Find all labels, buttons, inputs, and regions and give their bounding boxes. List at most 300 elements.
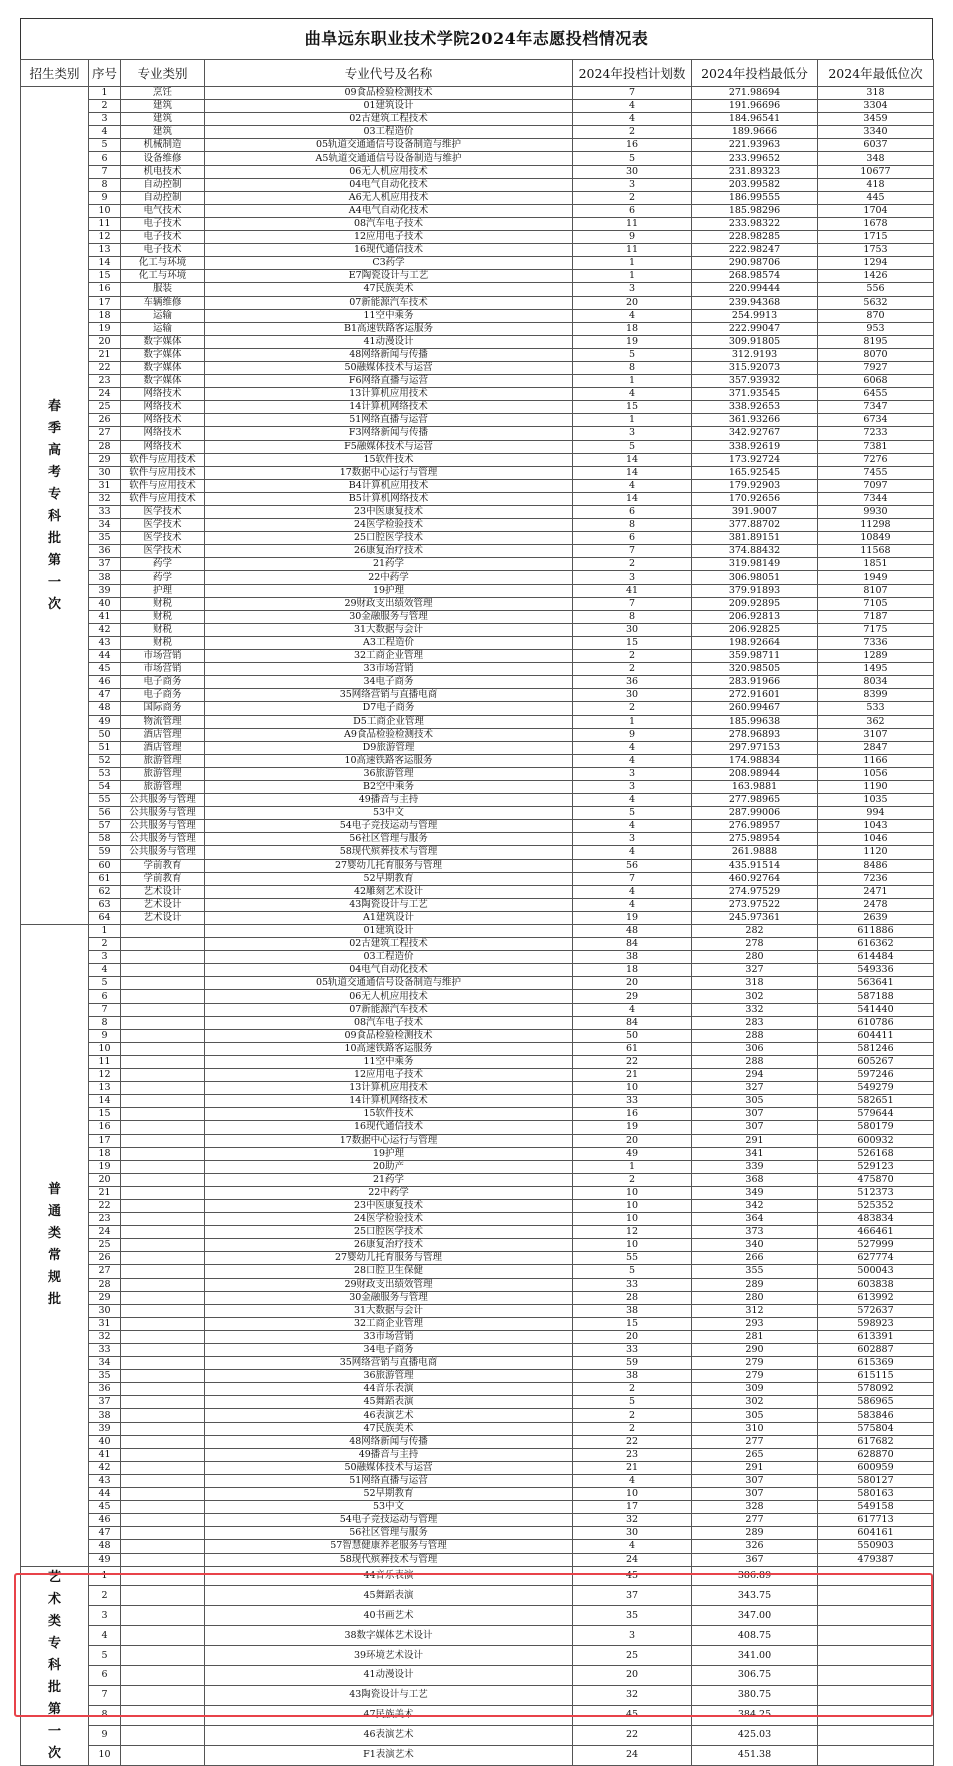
- table-cell: 31: [89, 1317, 121, 1330]
- table-cell: 2: [573, 1422, 692, 1435]
- table-row: [21, 244, 934, 257]
- table-cell: 医学技术: [121, 545, 205, 558]
- table-cell: 50: [573, 1029, 692, 1042]
- table-cell: 4: [573, 741, 692, 754]
- table-cell: 21: [89, 1186, 121, 1199]
- table-cell: [121, 1226, 205, 1239]
- table-cell: 870: [818, 309, 934, 322]
- table-cell: 1426: [818, 270, 934, 283]
- table-cell: F1表演艺术: [205, 1745, 573, 1765]
- table-row: [21, 1016, 934, 1029]
- table-cell: 4: [573, 820, 692, 833]
- table-cell: 371.93545: [692, 388, 818, 401]
- table-cell: 21药学: [205, 1173, 573, 1186]
- table-cell: F6网络直播与运营: [205, 375, 573, 388]
- table-cell: 35: [573, 1606, 692, 1626]
- table-row: [21, 1055, 934, 1068]
- table-row: [21, 794, 934, 807]
- table-cell: [121, 1291, 205, 1304]
- table-row: [21, 767, 934, 780]
- table-cell: 44: [89, 650, 121, 663]
- table-cell: 公共服务与管理: [121, 807, 205, 820]
- table-cell: 艺术设计: [121, 898, 205, 911]
- table-row: [21, 1745, 934, 1765]
- table-cell: 4: [573, 388, 692, 401]
- table-cell: 9: [89, 1725, 121, 1745]
- table-cell: 22: [89, 1199, 121, 1212]
- table-cell: 19: [573, 1121, 692, 1134]
- table-cell: [121, 1370, 205, 1383]
- table-cell: 15: [573, 1317, 692, 1330]
- table-cell: 30: [573, 165, 692, 178]
- table-cell: 31: [89, 479, 121, 492]
- table-row: [21, 1265, 934, 1278]
- table-cell: 391.9007: [692, 506, 818, 519]
- table-cell: 222.99047: [692, 322, 818, 335]
- table-cell: 49: [89, 1553, 121, 1566]
- table-row: [21, 623, 934, 636]
- table-cell: [121, 1705, 205, 1725]
- table-cell: 10677: [818, 165, 934, 178]
- table-cell: 34电子商务: [205, 676, 573, 689]
- table-cell: [818, 1566, 934, 1586]
- table-cell: 25: [89, 401, 121, 414]
- table-cell: 54: [89, 780, 121, 793]
- table-cell: 315.92073: [692, 361, 818, 374]
- page-title: 曲阜远东职业技术学院2024年志愿投档情况表: [20, 18, 933, 59]
- table-cell: 16现代通信技术: [205, 244, 573, 257]
- table-cell: 19: [573, 335, 692, 348]
- table-cell: 5: [89, 1646, 121, 1666]
- table-cell: [121, 1448, 205, 1461]
- table-cell: 617713: [818, 1514, 934, 1527]
- table-cell: 260.99467: [692, 702, 818, 715]
- table-cell: 自动控制: [121, 178, 205, 191]
- table-cell: 384.25: [692, 1705, 818, 1725]
- table-cell: 40书画艺术: [205, 1606, 573, 1626]
- table-cell: 4: [573, 794, 692, 807]
- table-cell: 24: [89, 388, 121, 401]
- table-cell: 597246: [818, 1069, 934, 1082]
- table-cell: 44: [89, 1488, 121, 1501]
- table-cell: 3107: [818, 728, 934, 741]
- table-row: [21, 1095, 934, 1108]
- table-cell: 7381: [818, 440, 934, 453]
- table-cell: 277: [692, 1514, 818, 1527]
- table-cell: 288: [692, 1029, 818, 1042]
- table-cell: 4: [573, 100, 692, 113]
- table-cell: 1704: [818, 204, 934, 217]
- table-cell: [121, 1304, 205, 1317]
- table-cell: [121, 1265, 205, 1278]
- table-cell: [121, 1409, 205, 1422]
- table-cell: 28: [89, 440, 121, 453]
- table-cell: 265: [692, 1448, 818, 1461]
- table-cell: [121, 1069, 205, 1082]
- table-cell: 48: [89, 702, 121, 715]
- table-cell: A5轨道交通通信号设备制造与维护: [205, 152, 573, 165]
- table-cell: 1678: [818, 217, 934, 230]
- table-cell: 1043: [818, 820, 934, 833]
- table-cell: 587188: [818, 990, 934, 1003]
- table-cell: 财税: [121, 636, 205, 649]
- table-cell: 13计算机应用技术: [205, 388, 573, 401]
- table-cell: 361.93266: [692, 414, 818, 427]
- table-cell: [818, 1685, 934, 1705]
- table-cell: 电子技术: [121, 244, 205, 257]
- table-row: [21, 558, 934, 571]
- table-cell: E7陶瓷设计与工艺: [205, 270, 573, 283]
- table-cell: 165.92545: [692, 466, 818, 479]
- table-cell: B2空中乘务: [205, 780, 573, 793]
- table-row: [21, 519, 934, 532]
- table-cell: 38: [89, 1409, 121, 1422]
- table-cell: 8195: [818, 335, 934, 348]
- table-cell: 14: [573, 453, 692, 466]
- table-row: [21, 1239, 934, 1252]
- table-cell: [121, 1147, 205, 1160]
- table-cell: 机电技术: [121, 165, 205, 178]
- table-cell: 43陶瓷设计与工艺: [205, 1685, 573, 1705]
- table-cell: 6068: [818, 375, 934, 388]
- table-cell: 84: [573, 938, 692, 951]
- table-cell: 软件与应用技术: [121, 453, 205, 466]
- table-cell: 46表演艺术: [205, 1409, 573, 1422]
- table-cell: 6455: [818, 388, 934, 401]
- table-cell: 14: [89, 1095, 121, 1108]
- table-cell: 341: [692, 1147, 818, 1160]
- table-cell: 12应用电子技术: [205, 231, 573, 244]
- table-cell: 278: [692, 938, 818, 951]
- table-cell: 33: [89, 506, 121, 519]
- table-cell: 179.92903: [692, 479, 818, 492]
- table-row: [21, 466, 934, 479]
- table-cell: 307: [692, 1474, 818, 1487]
- table-cell: 15: [573, 636, 692, 649]
- table-cell: 306: [692, 1042, 818, 1055]
- table-cell: 8399: [818, 689, 934, 702]
- table-cell: 5632: [818, 296, 934, 309]
- table-cell: 163.9881: [692, 780, 818, 793]
- table-cell: 602887: [818, 1344, 934, 1357]
- table-cell: 30金融服务与管理: [205, 610, 573, 623]
- table-cell: 08汽车电子技术: [205, 217, 573, 230]
- table-cell: 3: [573, 427, 692, 440]
- table-cell: 556: [818, 283, 934, 296]
- table-cell: 3459: [818, 113, 934, 126]
- table-cell: 614484: [818, 951, 934, 964]
- table-cell: 418: [818, 178, 934, 191]
- table-cell: 33: [573, 1344, 692, 1357]
- table-cell: 184.96541: [692, 113, 818, 126]
- table-cell: 1: [89, 87, 121, 100]
- table-cell: 28口腔卫生保健: [205, 1265, 573, 1278]
- table-cell: 8070: [818, 348, 934, 361]
- table-cell: 445: [818, 191, 934, 204]
- table-cell: 3340: [818, 126, 934, 139]
- table-cell: 310: [692, 1422, 818, 1435]
- table-cell: 451.38: [692, 1745, 818, 1765]
- table-cell: 7344: [818, 492, 934, 505]
- table-cell: 7236: [818, 872, 934, 885]
- table-cell: 运输: [121, 322, 205, 335]
- table-row: [21, 1121, 934, 1134]
- table-cell: [121, 1488, 205, 1501]
- table-cell: [121, 977, 205, 990]
- table-cell: 电子商务: [121, 676, 205, 689]
- table-cell: 51: [89, 741, 121, 754]
- table-cell: 14计算机网络技术: [205, 401, 573, 414]
- table-cell: 公共服务与管理: [121, 794, 205, 807]
- table-cell: 41: [89, 610, 121, 623]
- table-cell: [121, 1725, 205, 1745]
- table-cell: 7187: [818, 610, 934, 623]
- table-cell: 49: [89, 715, 121, 728]
- table-cell: [121, 1252, 205, 1265]
- table-cell: 学前教育: [121, 859, 205, 872]
- table-cell: 7336: [818, 636, 934, 649]
- table-cell: 374.88432: [692, 545, 818, 558]
- table-cell: 2: [89, 1586, 121, 1606]
- table-cell: 549279: [818, 1082, 934, 1095]
- table-cell: 50融媒体技术与运营: [205, 361, 573, 374]
- table-cell: 1294: [818, 257, 934, 270]
- table-cell: 自动控制: [121, 191, 205, 204]
- table-cell: 36旅游管理: [205, 767, 573, 780]
- table-row: [21, 597, 934, 610]
- table-cell: 4: [89, 126, 121, 139]
- table-cell: 33市场营销: [205, 1330, 573, 1343]
- table-cell: 294: [692, 1069, 818, 1082]
- table-cell: [121, 938, 205, 951]
- table-cell: 14: [573, 492, 692, 505]
- table-row: [21, 1278, 934, 1291]
- table-row: [21, 754, 934, 767]
- table-row: [21, 1186, 934, 1199]
- table-cell: [121, 1239, 205, 1252]
- table-cell: 22中药学: [205, 1186, 573, 1199]
- table-cell: 381.89151: [692, 532, 818, 545]
- table-cell: 2: [573, 1409, 692, 1422]
- table-cell: 348: [818, 152, 934, 165]
- table-cell: 600959: [818, 1461, 934, 1474]
- table-cell: 10高速铁路客运服务: [205, 1042, 573, 1055]
- table-body: [21, 87, 934, 1766]
- col-header: 2024年最低位次: [818, 60, 934, 87]
- table-cell: 旅游管理: [121, 767, 205, 780]
- table-cell: 10: [573, 1488, 692, 1501]
- table-row: [21, 375, 934, 388]
- table-row: [21, 702, 934, 715]
- table-cell: 37: [573, 1586, 692, 1606]
- table-row: [21, 100, 934, 113]
- table-cell: 30: [573, 689, 692, 702]
- table-cell: 10: [573, 1239, 692, 1252]
- table-cell: 231.89323: [692, 165, 818, 178]
- table-cell: 29: [89, 1291, 121, 1304]
- table-cell: 34: [89, 1357, 121, 1370]
- table-cell: 财税: [121, 597, 205, 610]
- table-cell: 525352: [818, 1199, 934, 1212]
- table-cell: 32: [573, 1514, 692, 1527]
- table-cell: 45: [89, 663, 121, 676]
- col-header: 专业代号及名称: [205, 60, 573, 87]
- table-row: [21, 885, 934, 898]
- table-row: [21, 270, 934, 283]
- table-cell: 206.92825: [692, 623, 818, 636]
- table-cell: 公共服务与管理: [121, 846, 205, 859]
- table-cell: 10: [89, 204, 121, 217]
- table-cell: 13: [89, 1082, 121, 1095]
- table-row: [21, 506, 934, 519]
- table-cell: 291: [692, 1134, 818, 1147]
- table-cell: 51网络直播与运营: [205, 414, 573, 427]
- table-cell: 604411: [818, 1029, 934, 1042]
- table-cell: 541440: [818, 1003, 934, 1016]
- table-cell: 30金融服务与管理: [205, 1291, 573, 1304]
- table-cell: 6: [573, 204, 692, 217]
- table-cell: 8107: [818, 584, 934, 597]
- table-cell: 6: [89, 152, 121, 165]
- table-cell: 02古建筑工程技术: [205, 113, 573, 126]
- table-cell: 598923: [818, 1317, 934, 1330]
- table-cell: 33: [573, 1095, 692, 1108]
- table-cell: 52早期教育: [205, 1488, 573, 1501]
- table-cell: 42: [89, 1461, 121, 1474]
- table-row: [21, 872, 934, 885]
- table-cell: [121, 1383, 205, 1396]
- table-cell: 2: [573, 191, 692, 204]
- table-cell: 17数据中心运行与管理: [205, 1134, 573, 1147]
- table-row: [21, 610, 934, 623]
- table-cell: 1: [573, 375, 692, 388]
- table-cell: 20: [89, 1173, 121, 1186]
- table-cell: 27: [89, 1265, 121, 1278]
- table-cell: 47: [89, 1527, 121, 1540]
- table-cell: 10高速铁路客运服务: [205, 754, 573, 767]
- table-row: [21, 545, 934, 558]
- table-cell: 580163: [818, 1488, 934, 1501]
- table-cell: [121, 1042, 205, 1055]
- table-cell: B5计算机网络技术: [205, 492, 573, 505]
- table-cell: 23: [89, 375, 121, 388]
- table-row: [21, 1344, 934, 1357]
- table-cell: 604161: [818, 1527, 934, 1540]
- table-row: [21, 859, 934, 872]
- table-cell: [121, 1160, 205, 1173]
- table-row: [21, 217, 934, 230]
- table-row: [21, 807, 934, 820]
- table-cell: 电子技术: [121, 217, 205, 230]
- table-cell: 483834: [818, 1213, 934, 1226]
- header-row: [21, 60, 934, 87]
- table-cell: 173.92724: [692, 453, 818, 466]
- table-cell: 5: [573, 1265, 692, 1278]
- table-cell: 17数据中心运行与管理: [205, 466, 573, 479]
- table-cell: 软件与应用技术: [121, 492, 205, 505]
- table-cell: 627774: [818, 1252, 934, 1265]
- table-cell: 14计算机网络技术: [205, 1095, 573, 1108]
- table-cell: [818, 1606, 934, 1626]
- table-cell: B1高速铁路客运服务: [205, 322, 573, 335]
- table-cell: 1753: [818, 244, 934, 257]
- table-row: [21, 1042, 934, 1055]
- table-cell: 22: [573, 1435, 692, 1448]
- table-cell: 12应用电子技术: [205, 1069, 573, 1082]
- table-cell: 1: [89, 925, 121, 938]
- table-row: [21, 911, 934, 924]
- table-cell: 3: [89, 1606, 121, 1626]
- table-cell: 6734: [818, 414, 934, 427]
- table-cell: 公共服务与管理: [121, 820, 205, 833]
- table-cell: 医学技术: [121, 506, 205, 519]
- table-cell: 6: [573, 506, 692, 519]
- table-cell: 272.91601: [692, 689, 818, 702]
- table-cell: 41动漫设计: [205, 335, 573, 348]
- table-cell: [121, 1344, 205, 1357]
- table-cell: 343.75: [692, 1586, 818, 1606]
- table-cell: 610786: [818, 1016, 934, 1029]
- table-row: [21, 1029, 934, 1042]
- table-cell: 56: [573, 859, 692, 872]
- table-cell: 266: [692, 1252, 818, 1265]
- table-cell: 医学技术: [121, 532, 205, 545]
- table-cell: 30: [573, 1527, 692, 1540]
- table-row: [21, 427, 934, 440]
- table-cell: 373: [692, 1226, 818, 1239]
- table-cell: 4: [573, 1474, 692, 1487]
- table-cell: 23: [89, 1213, 121, 1226]
- table-cell: 49: [573, 1147, 692, 1160]
- table-row: [21, 1540, 934, 1553]
- table-row: [21, 348, 934, 361]
- table-cell: 01建筑设计: [205, 925, 573, 938]
- table-cell: 84: [573, 1016, 692, 1029]
- table-cell: 38: [573, 1370, 692, 1383]
- table-row: [21, 1226, 934, 1239]
- table-cell: 261.9888: [692, 846, 818, 859]
- table-cell: 580127: [818, 1474, 934, 1487]
- table-cell: 318: [818, 87, 934, 100]
- table-cell: [121, 1553, 205, 1566]
- table-row: [21, 977, 934, 990]
- table-cell: 04电气自动化技术: [205, 178, 573, 191]
- table-row: [21, 1705, 934, 1725]
- table-row: [21, 178, 934, 191]
- table-cell: 建筑: [121, 126, 205, 139]
- table-cell: 10: [573, 1199, 692, 1212]
- table-cell: 48网络新闻与传播: [205, 348, 573, 361]
- table-cell: 56: [89, 807, 121, 820]
- table-cell: 8: [89, 1705, 121, 1725]
- table-row: [21, 87, 934, 100]
- table-cell: 19: [573, 911, 692, 924]
- table-cell: 1046: [818, 833, 934, 846]
- document-sheet: [20, 18, 933, 1766]
- table-cell: 10: [573, 1186, 692, 1199]
- table-cell: 3: [573, 571, 692, 584]
- table-cell: 245.97361: [692, 911, 818, 924]
- table-cell: 368: [692, 1173, 818, 1186]
- table-cell: 302: [692, 990, 818, 1003]
- table-cell: 527999: [818, 1239, 934, 1252]
- table-cell: 1: [573, 414, 692, 427]
- table-cell: 312.9193: [692, 348, 818, 361]
- table-cell: 26康复治疗技术: [205, 1239, 573, 1252]
- category-cell: [21, 925, 89, 1567]
- table-row: [21, 440, 934, 453]
- table-cell: 数字媒体: [121, 335, 205, 348]
